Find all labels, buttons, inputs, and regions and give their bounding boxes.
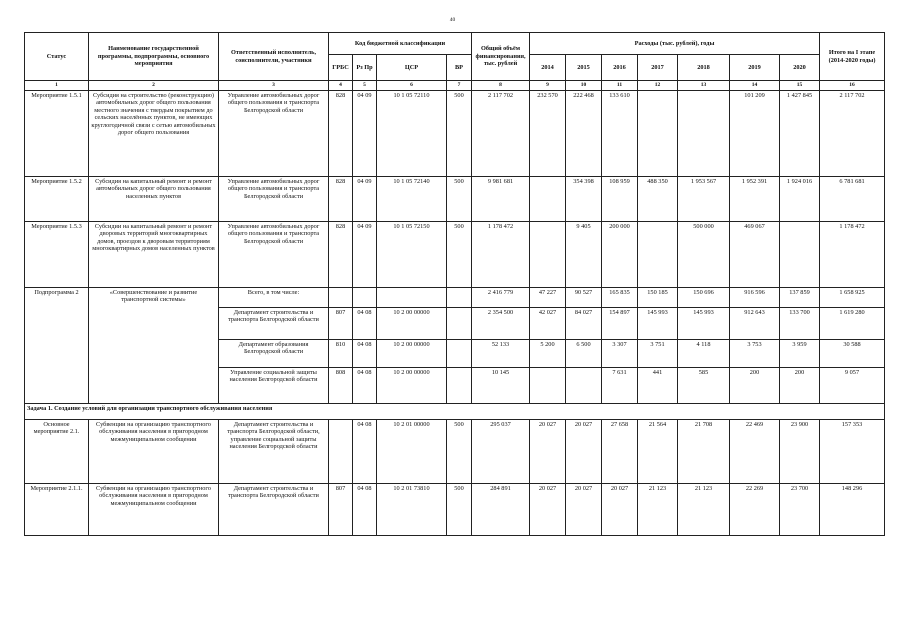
row-status: Подпрограмма 2 — [25, 287, 89, 403]
col-index: 15 — [780, 81, 820, 91]
row-total: 10 145 — [472, 367, 530, 403]
row-vr: 500 — [447, 419, 472, 483]
row-2014 — [530, 221, 566, 287]
col-index: 11 — [602, 81, 638, 91]
page-number: 40 — [449, 17, 456, 23]
row-rzpr: 04 09 — [353, 90, 377, 176]
row-2017: 488 350 — [638, 176, 678, 221]
header-budget-code: Код бюджетной классификации — [329, 33, 472, 55]
row-csr: 10 2 01 73810 — [377, 483, 447, 535]
row-stage-total: 9 057 — [820, 367, 885, 403]
header-status: Статус — [25, 33, 89, 81]
row-2014 — [530, 176, 566, 221]
budget-table — [24, 32, 885, 536]
header-stage-total: Итого на I этапе (2014-2020 годы) — [820, 33, 885, 81]
col-index: 5 — [353, 81, 377, 91]
row-2016: 133 610 — [602, 90, 638, 176]
row-2018: 150 696 — [678, 287, 730, 307]
header-rzpr: Рз Пр — [353, 55, 377, 81]
row-grbs — [329, 287, 353, 307]
row-rzpr: 04 08 — [353, 483, 377, 535]
row-2020 — [780, 221, 820, 287]
table-row — [25, 90, 885, 176]
row-2015 — [566, 367, 602, 403]
task-row — [25, 403, 885, 419]
row-grbs: 828 — [329, 176, 353, 221]
row-2015: 9 405 — [566, 221, 602, 287]
row-2019: 200 — [730, 367, 780, 403]
row-total: 2 416 779 — [472, 287, 530, 307]
row-2020: 1 924 016 — [780, 176, 820, 221]
row-vr: 500 — [447, 483, 472, 535]
row-2020: 200 — [780, 367, 820, 403]
row-csr: 10 2 00 00000 — [377, 367, 447, 403]
row-total: 1 178 472 — [472, 221, 530, 287]
row-rzpr: 04 08 — [353, 419, 377, 483]
row-executor: Управление социальной защиты населения Белгородской области — [219, 367, 329, 403]
table-row — [25, 287, 885, 307]
row-executor: Всего, в том числе: — [219, 287, 329, 307]
row-2015: 84 027 — [566, 307, 602, 339]
row-name: Субсидия на строительство (реконструкцию) автомобильных дорог общего пользования местного значения с твердым покрытием до сельских населённых пунктов, не имеющих круглогодичной связи с сетью автомобильных дорог общего пользования — [89, 90, 219, 176]
row-2015: 20 027 — [566, 419, 602, 483]
row-grbs: 810 — [329, 339, 353, 367]
row-name: Субвенции на организацию транспортного обслуживания населения в пригородном межмуниципальном сообщении — [89, 483, 219, 535]
row-2014: 47 227 — [530, 287, 566, 307]
task-title: Задача 1. Создание условий для организации транспортного обслуживания населения — [25, 403, 885, 419]
row-name: «Совершенствование и развитие транспортной системы» — [89, 287, 219, 403]
row-2014: 20 027 — [530, 483, 566, 535]
row-2019: 22 469 — [730, 419, 780, 483]
row-csr — [377, 287, 447, 307]
row-rzpr — [353, 287, 377, 307]
row-grbs: 807 — [329, 483, 353, 535]
row-grbs — [329, 419, 353, 483]
row-executor: Департамент строительства и транспорта Белгородской области — [219, 307, 329, 339]
row-executor: Департамент строительства и транспорта Белгородской области — [219, 483, 329, 535]
row-stage-total: 2 117 702 — [820, 90, 885, 176]
row-name: Субсидия на капитальный ремонт и ремонт автомобильных дорог общего пользования населенных пунктов — [89, 176, 219, 221]
col-index: 16 — [820, 81, 885, 91]
col-index: 3 — [219, 81, 329, 91]
row-vr — [447, 307, 472, 339]
row-2018: 585 — [678, 367, 730, 403]
row-csr: 10 1 05 72150 — [377, 221, 447, 287]
row-2016: 3 307 — [602, 339, 638, 367]
row-stage-total: 1 658 925 — [820, 287, 885, 307]
col-index: 7 — [447, 81, 472, 91]
row-grbs: 828 — [329, 221, 353, 287]
header-total-volume: Общий объём финансирования, тыс. рублей — [472, 33, 530, 81]
row-2019: 22 269 — [730, 483, 780, 535]
row-total: 2 117 702 — [472, 90, 530, 176]
row-rzpr: 04 09 — [353, 176, 377, 221]
row-2019: 469 067 — [730, 221, 780, 287]
header-year-2014: 2014 — [530, 55, 566, 81]
table-row — [25, 419, 885, 483]
row-vr — [447, 339, 472, 367]
row-2018 — [678, 90, 730, 176]
row-2016: 7 631 — [602, 367, 638, 403]
row-executor: Департамент образования Белгородской области — [219, 339, 329, 367]
row-2014: 20 027 — [530, 419, 566, 483]
row-2019: 916 596 — [730, 287, 780, 307]
header-year-2019: 2019 — [730, 55, 780, 81]
row-2015: 354 398 — [566, 176, 602, 221]
row-2016: 200 000 — [602, 221, 638, 287]
row-2017: 145 993 — [638, 307, 678, 339]
row-csr: 10 1 05 72110 — [377, 90, 447, 176]
row-2020: 137 859 — [780, 287, 820, 307]
row-2019: 1 952 391 — [730, 176, 780, 221]
row-2020: 133 700 — [780, 307, 820, 339]
header-row-1 — [25, 33, 885, 55]
row-2015: 6 500 — [566, 339, 602, 367]
col-index: 8 — [472, 81, 530, 91]
row-rzpr: 04 08 — [353, 307, 377, 339]
row-2017 — [638, 221, 678, 287]
header-executor: Ответственный исполнитель, соисполнители, участники — [219, 33, 329, 81]
row-name: Субвенции на организацию транспортного обслуживания населения в пригородном межмуниципальном сообщении — [89, 419, 219, 483]
col-index: 6 — [377, 81, 447, 91]
row-2017: 21 564 — [638, 419, 678, 483]
row-2016: 165 835 — [602, 287, 638, 307]
col-index: 9 — [530, 81, 566, 91]
row-2018: 21 708 — [678, 419, 730, 483]
header-name: Наименование государственной программы, подпрограммы, основного мероприятия — [89, 33, 219, 81]
row-2015: 90 527 — [566, 287, 602, 307]
row-2017 — [638, 90, 678, 176]
row-2016: 20 027 — [602, 483, 638, 535]
row-rzpr: 04 08 — [353, 339, 377, 367]
row-executor: Департамент строительства и транспорта Белгородской области, управление социальной защиты населения Белгородской области — [219, 419, 329, 483]
row-grbs: 808 — [329, 367, 353, 403]
row-rzpr: 04 08 — [353, 367, 377, 403]
col-index: 12 — [638, 81, 678, 91]
row-2018: 145 993 — [678, 307, 730, 339]
row-2017: 441 — [638, 367, 678, 403]
row-total: 295 037 — [472, 419, 530, 483]
row-2015: 222 468 — [566, 90, 602, 176]
row-2014 — [530, 367, 566, 403]
table-row — [25, 221, 885, 287]
row-status: Мероприятие 1.5.2 — [25, 176, 89, 221]
row-2018: 4 118 — [678, 339, 730, 367]
row-vr — [447, 367, 472, 403]
header-year-2020: 2020 — [780, 55, 820, 81]
row-2014: 42 027 — [530, 307, 566, 339]
row-executor: Управление автомобильных дорог общего пользования и транспорта Белгородской области — [219, 221, 329, 287]
row-status: Мероприятие 1.5.1 — [25, 90, 89, 176]
row-2017: 21 123 — [638, 483, 678, 535]
row-vr: 500 — [447, 176, 472, 221]
row-grbs: 807 — [329, 307, 353, 339]
row-grbs: 828 — [329, 90, 353, 176]
row-status: Мероприятие 2.1.1. — [25, 483, 89, 535]
row-stage-total: 6 781 681 — [820, 176, 885, 221]
row-2017: 150 185 — [638, 287, 678, 307]
col-index: 14 — [730, 81, 780, 91]
row-name: Субсидии на капитальный ремонт и ремонт дворовых территорий многоквартирных домов, проездов к дворовым территориям многоквартирных домов населенных пунктов — [89, 221, 219, 287]
row-2016: 108 959 — [602, 176, 638, 221]
row-executor: Управление автомобильных дорог общего пользования и транспорта Белгородской области — [219, 176, 329, 221]
row-vr — [447, 287, 472, 307]
row-stage-total: 148 296 — [820, 483, 885, 535]
row-2020: 23 700 — [780, 483, 820, 535]
header-expenses: Расходы (тыс. рублей), годы — [530, 33, 820, 55]
col-index: 13 — [678, 81, 730, 91]
header-year-2018: 2018 — [678, 55, 730, 81]
row-2018: 21 123 — [678, 483, 730, 535]
table-row — [25, 176, 885, 221]
row-2016: 27 658 — [602, 419, 638, 483]
header-grbs: ГРБС — [329, 55, 353, 81]
row-executor: Управление автомобильных дорог общего пользования и транспорта Белгородской области — [219, 90, 329, 176]
header-csr: ЦСР — [377, 55, 447, 81]
row-2019: 101 209 — [730, 90, 780, 176]
row-2020: 1 427 845 — [780, 90, 820, 176]
row-2017: 3 751 — [638, 339, 678, 367]
col-index: 10 — [566, 81, 602, 91]
row-2018: 500 000 — [678, 221, 730, 287]
header-year-2016: 2016 — [602, 55, 638, 81]
row-2020: 23 900 — [780, 419, 820, 483]
row-total: 284 891 — [472, 483, 530, 535]
row-2020: 3 959 — [780, 339, 820, 367]
col-index: 4 — [329, 81, 353, 91]
col-index: 1 — [25, 81, 89, 91]
row-csr: 10 2 00 00000 — [377, 307, 447, 339]
row-2014: 5 200 — [530, 339, 566, 367]
row-rzpr: 04 09 — [353, 221, 377, 287]
row-2016: 154 897 — [602, 307, 638, 339]
row-2015: 20 027 — [566, 483, 602, 535]
header-vr: ВР — [447, 55, 472, 81]
header-year-2015: 2015 — [566, 55, 602, 81]
row-csr: 10 2 00 00000 — [377, 339, 447, 367]
row-total: 9 981 681 — [472, 176, 530, 221]
row-csr: 10 2 01 00000 — [377, 419, 447, 483]
column-index-row — [25, 81, 885, 91]
row-stage-total: 1 178 472 — [820, 221, 885, 287]
row-status: Мероприятие 1.5.3 — [25, 221, 89, 287]
row-vr: 500 — [447, 90, 472, 176]
row-stage-total: 1 619 280 — [820, 307, 885, 339]
header-year-2017: 2017 — [638, 55, 678, 81]
row-stage-total: 157 353 — [820, 419, 885, 483]
col-index: 2 — [89, 81, 219, 91]
row-2019: 912 643 — [730, 307, 780, 339]
table-row — [25, 483, 885, 535]
row-total: 52 133 — [472, 339, 530, 367]
row-csr: 10 1 05 72140 — [377, 176, 447, 221]
row-2018: 1 953 567 — [678, 176, 730, 221]
row-status: Основное мероприятие 2.1. — [25, 419, 89, 483]
row-stage-total: 30 588 — [820, 339, 885, 367]
row-total: 2 354 500 — [472, 307, 530, 339]
row-2014: 232 570 — [530, 90, 566, 176]
row-2019: 3 753 — [730, 339, 780, 367]
row-vr: 500 — [447, 221, 472, 287]
